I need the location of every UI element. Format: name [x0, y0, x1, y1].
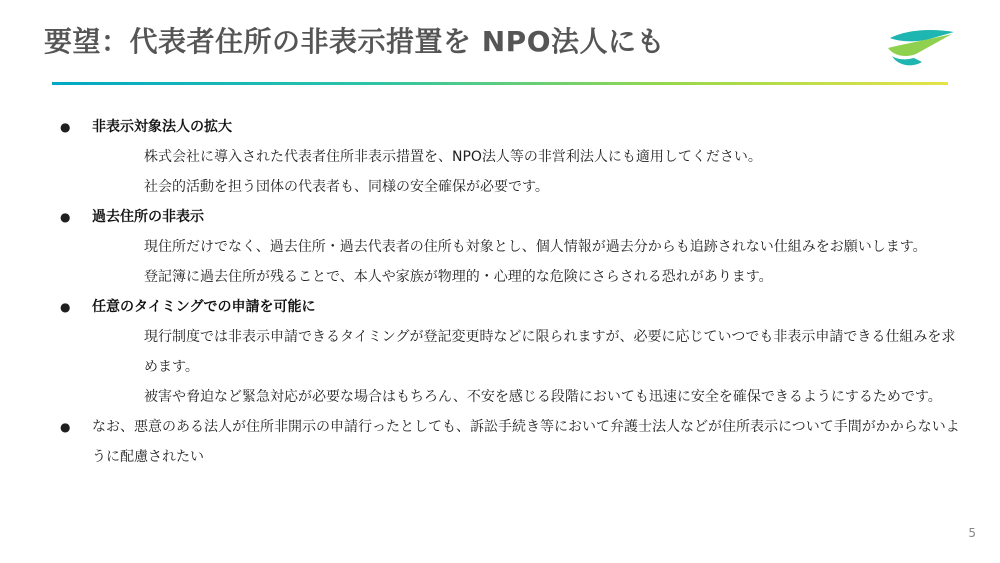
- bullet-paragraph: 登記簿に過去住所が残ることで、本人や家族が物理的・心理的な危険にさらされる恐れがあります。: [144, 269, 773, 285]
- bullet-paragraph: 現行制度では非表示申請できるタイミングが登記変更時などに限られますが、必要に応じていつでも非表示申請できる仕組みを求めます。: [144, 329, 956, 375]
- page-number: 5: [968, 526, 976, 540]
- bullet-heading: 過去住所の非表示: [92, 209, 204, 225]
- bullet-paragraph: 被害や脅迫など緊急対応が必要な場合はもちろん、不安を感じる段階においても迅速に安全を確保できるようにするためです。: [144, 389, 942, 405]
- bullet-paragraph: 社会的活動を担う団体の代表者も、同様の安全確保が必要です。: [144, 179, 549, 195]
- bullet-paragraph: 現住所だけでなく、過去住所・過去代表者の住所も対象とし、個人情報が過去分からも追跡されない仕組みをお願いします。: [144, 239, 927, 255]
- title-divider: [52, 82, 948, 85]
- bullet-note: なお、悪意のある法人が住所非開示の申請行ったとしても、訴訟手続き等において弁護士法人などが住所表示について手間がかからないように配慮されたい: [92, 419, 960, 465]
- bullet-item: [60, 202, 960, 292]
- bullet-dot-icon: ●: [60, 120, 71, 134]
- bullet-paragraph: 株式会社に導入された代表者住所非表示措置を、NPO法人等の非営利法人にも適用してください。: [144, 149, 762, 165]
- bullet-dot-icon: ●: [60, 420, 71, 434]
- bullet-item: [60, 292, 960, 412]
- bullet-item: [60, 112, 960, 202]
- bullet-heading: 非表示対象法人の拡大: [92, 119, 232, 135]
- bullet-list: [60, 112, 960, 472]
- slide-title: 要望：代表者住所の非表示措置を NPO法人にも: [44, 25, 666, 58]
- bullet-item: [60, 412, 960, 472]
- bullet-dot-icon: ●: [60, 210, 71, 224]
- bullet-heading: 任意のタイミングでの申請を可能に: [92, 299, 316, 315]
- bullet-dot-icon: ●: [60, 300, 71, 314]
- logo-icon: [886, 24, 956, 70]
